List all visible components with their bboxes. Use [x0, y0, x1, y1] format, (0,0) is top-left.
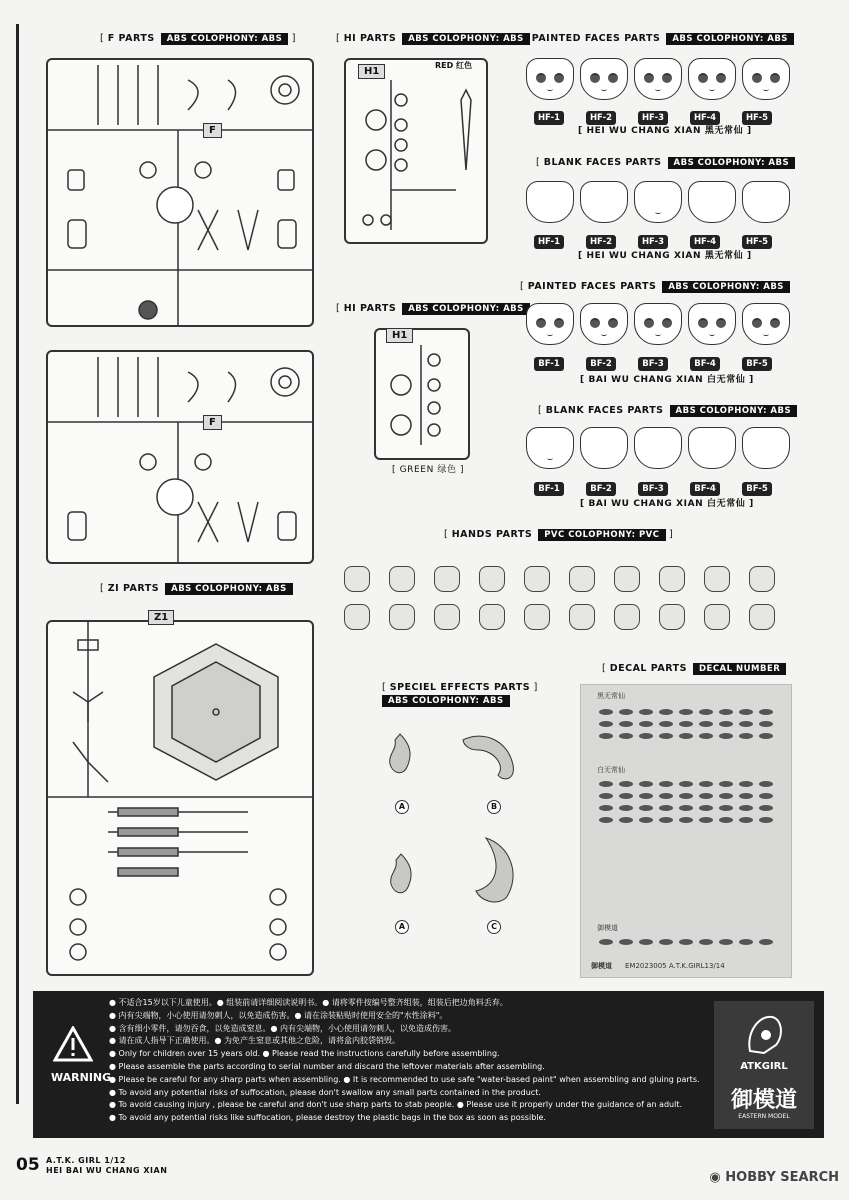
blank-faces-hf-title: [ BLANK FACES PARTS ABS COLOPHONY: ABS	[536, 157, 795, 168]
runner-z1-id: Z1	[148, 610, 174, 625]
hand-part	[344, 566, 370, 592]
runner-h1-green-drawing	[376, 330, 468, 458]
footer-line-1: A.T.K. GIRL 1/12	[46, 1156, 126, 1165]
blank-face-hf-5	[742, 181, 790, 223]
hf-labels-blank	[526, 229, 780, 248]
blank-faces-bf-row	[526, 427, 790, 469]
warning-line: ● To avoid any potential risks of suffocation, please don't swallow any small parts contained in the product.	[109, 1087, 719, 1100]
runner-f-top	[46, 58, 314, 327]
painted-faces-hf-row	[526, 58, 790, 100]
hi-parts-red-title: [ HI PARTS ABS COLOPHONY: ABS	[336, 33, 530, 44]
bf-labels-painted	[526, 351, 780, 370]
blank-face-hf-4	[688, 181, 736, 223]
hand-part	[524, 604, 550, 630]
effects-title: [ SPECIEL EFFECTS PARTS ]	[382, 682, 538, 693]
hand-part	[659, 604, 685, 630]
warning-line: ● 内有尖端物，小心使用请勿刺人，以免造成伤害。● 请在涂装粘贴时使用安全的"水性涂料"。	[109, 1010, 719, 1023]
crescent-effect-c	[466, 836, 521, 906]
hand-part	[434, 566, 460, 592]
runner-h1-red	[344, 58, 488, 244]
decal-hei-label: 黑无常仙	[597, 692, 625, 700]
effect-label-a2: A	[395, 920, 409, 934]
runner-f-bottom	[46, 350, 314, 564]
face-hf-2	[580, 58, 628, 100]
runner-h1-green	[374, 328, 470, 460]
brand-sub: EASTERN MODEL	[738, 1113, 790, 1120]
decal-brand-eyes	[599, 939, 778, 945]
warning-line: ● 含有细小零件，请勿吞食，以免造成窒息。● 内有尖端物，小心使用请勿刺人，以免造成伤害。	[109, 1023, 719, 1036]
blank-face-bf-1	[526, 427, 574, 469]
green-color-label: [ GREEN 绿色 ]	[392, 465, 465, 475]
hand-part	[569, 604, 595, 630]
hand-part	[704, 566, 730, 592]
blank-label-bf-4: BF-4	[690, 482, 719, 496]
blank-label-hf-5: HF-5	[742, 235, 772, 249]
warning-line: ● Please assemble the parts according to serial number and discard the leftover materials after assembling.	[109, 1061, 719, 1074]
warning-line: ● Only for children over 15 years old. ● Please read the instructions carefully before assembling.	[109, 1048, 719, 1061]
decal-bai-eyes	[599, 781, 778, 823]
blank-label-hf-1: HF-1	[534, 235, 564, 249]
caption-bai-2: [ BAI WU CHANG XIAN 白无常仙 ]	[580, 499, 754, 509]
footer-title	[46, 1156, 167, 1176]
caption-bai-1: [ BAI WU CHANG XIAN 白无常仙 ]	[580, 375, 754, 385]
caption-hei-1: [ HEI WU CHANG XIAN 黑无常仙 ]	[578, 126, 752, 136]
blank-label-hf-4: HF-4	[690, 235, 720, 249]
swirl-effect-b	[458, 730, 518, 785]
warning-line: ● To avoid causing injury , please be careful and don't use sharp parts to stab people. ● Please use it properly under the guidance of an adult.	[109, 1099, 719, 1112]
effect-label-c: C	[487, 920, 501, 934]
brand-box	[714, 1001, 814, 1129]
watermark-text: HOBBY SEARCH	[725, 1170, 839, 1185]
hand-part	[614, 566, 640, 592]
f-parts-title: [ F PARTS ABS COLOPHONY: ABS ]	[100, 33, 296, 44]
hands-title: [ HANDS PARTS PVC COLOPHONY: PVC ]	[444, 529, 674, 540]
zi-parts-title: [ ZI PARTS ABS COLOPHONY: ABS	[100, 583, 293, 594]
red-color-label: RED 红色	[434, 61, 472, 70]
warning-line: ● 不适合15岁以下儿童使用。● 组装前请详细阅读说明书。● 请将零件按编号整齐组装，组装后把边角料丢弃。	[109, 997, 719, 1010]
face-hf-3	[634, 58, 682, 100]
hand-part	[749, 604, 775, 630]
brand-name: ATKGIRL	[740, 1061, 788, 1072]
blank-face-bf-3	[634, 427, 682, 469]
face-hf-1	[526, 58, 574, 100]
warning-line: ● Please be careful for any sharp parts when assembling. ● It is recommended to use safe "water-based paint" when assembling and gluing parts.	[109, 1074, 719, 1087]
face-hf-5	[742, 58, 790, 100]
runner-f-bottom-id: F	[203, 415, 222, 430]
blank-faces-hf-row	[526, 181, 790, 223]
decal-sheet	[580, 684, 792, 978]
blank-label-bf-1: BF-1	[534, 482, 563, 496]
hand-part	[614, 604, 640, 630]
blank-label-bf-5: BF-5	[742, 482, 771, 496]
warning-label: WARNING	[51, 1071, 112, 1084]
decal-hei-eyes	[599, 709, 778, 739]
runner-f-bottom-drawing	[48, 352, 312, 562]
face-bf-1	[526, 303, 574, 345]
blank-faces-bf-title: [ BLANK FACES PARTS ABS COLOPHONY: ABS	[538, 405, 797, 416]
decal-logo: 御模道	[591, 962, 612, 970]
painted-faces-hf-title: [ PAINTED FACES PARTS ABS COLOPHONY: ABS	[524, 33, 794, 44]
face-bf-4	[688, 303, 736, 345]
runner-h1-red-id: H1	[358, 64, 385, 79]
hands-row-bottom	[344, 604, 775, 630]
hand-part	[479, 604, 505, 630]
hand-part	[389, 604, 415, 630]
label-bf-1: BF-1	[534, 357, 563, 371]
blank-face-bf-2	[580, 427, 628, 469]
flame-effect-a2	[386, 852, 416, 897]
blank-face-bf-5	[742, 427, 790, 469]
warning-line: ● To avoid any potential risks like suffocation, please destroy the plastic bags in the box as soon as possible.	[109, 1112, 719, 1125]
blank-label-bf-3: BF-3	[638, 482, 667, 496]
runner-f-top-drawing	[48, 60, 312, 325]
hand-part	[434, 604, 460, 630]
watermark	[709, 1170, 839, 1185]
warning-triangle-icon	[53, 1026, 93, 1062]
painted-faces-bf-title: [ PAINTED FACES PARTS ABS COLOPHONY: ABS	[520, 281, 790, 292]
brand-character-icon	[742, 1011, 786, 1057]
blank-face-hf-3	[634, 181, 682, 223]
footer-line-2: HEI BAI WU CHANG XIAN	[46, 1166, 168, 1175]
decal-brand-label: 御模道	[597, 924, 618, 932]
runner-f-top-id: F	[203, 123, 222, 138]
label-bf-2: BF-2	[586, 357, 615, 371]
blank-label-hf-2: HF-2	[586, 235, 616, 249]
runner-z1-drawing	[48, 622, 312, 974]
blank-label-hf-3: HF-3	[638, 235, 668, 249]
runner-z1	[46, 612, 314, 976]
blank-face-hf-2	[580, 181, 628, 223]
hi-parts-green-title: [ HI PARTS ABS COLOPHONY: ABS	[336, 303, 530, 314]
label-hf-4: HF-4	[690, 111, 720, 125]
hand-part	[479, 566, 505, 592]
page-number: 05	[16, 1155, 40, 1175]
label-bf-3: BF-3	[638, 357, 667, 371]
hand-part	[569, 566, 595, 592]
face-bf-5	[742, 303, 790, 345]
effects-tag: ABS COLOPHONY: ABS	[382, 695, 510, 706]
decal-code: EM2023005 A.T.K.GIRL13/14	[625, 962, 725, 970]
warning-line: ● 请在成人指导下正确使用。● 为免产生窒息或其他之危险，请将盒内胶袋销毁。	[109, 1035, 719, 1048]
warning-list	[109, 997, 719, 1125]
warning-panel	[33, 991, 824, 1138]
effect-label-b: B	[487, 800, 501, 814]
blank-label-bf-2: BF-2	[586, 482, 615, 496]
hand-part	[659, 566, 685, 592]
label-hf-2: HF-2	[586, 111, 616, 125]
hf-labels-painted	[526, 105, 780, 124]
hand-part	[344, 604, 370, 630]
bf-labels-blank	[526, 476, 780, 495]
brand-name-cn: 御模道	[730, 1088, 797, 1113]
blank-face-hf-1	[526, 181, 574, 223]
label-hf-1: HF-1	[534, 111, 564, 125]
watermark-logo-icon: ◉	[709, 1170, 726, 1185]
blank-face-bf-4	[688, 427, 736, 469]
label-bf-4: BF-4	[690, 357, 719, 371]
painted-faces-bf-row	[526, 303, 790, 345]
decal-bai-label: 白无常仙	[597, 766, 625, 774]
label-hf-5: HF-5	[742, 111, 772, 125]
runner-h1-red-drawing	[346, 60, 486, 242]
hand-part	[389, 566, 415, 592]
hand-part	[704, 604, 730, 630]
face-bf-2	[580, 303, 628, 345]
hands-row-top	[344, 566, 775, 592]
face-bf-3	[634, 303, 682, 345]
hand-part	[749, 566, 775, 592]
label-hf-3: HF-3	[638, 111, 668, 125]
face-hf-4	[688, 58, 736, 100]
decal-title: [ DECAL PARTS DECAL NUMBER	[602, 663, 786, 674]
page-margin-rule	[16, 24, 19, 1104]
caption-hei-2: [ HEI WU CHANG XIAN 黑无常仙 ]	[578, 251, 752, 261]
flame-effect-a1	[385, 732, 415, 777]
runner-h1-green-id: H1	[386, 328, 413, 343]
label-bf-5: BF-5	[742, 357, 771, 371]
hand-part	[524, 566, 550, 592]
effect-label-a1: A	[395, 800, 409, 814]
